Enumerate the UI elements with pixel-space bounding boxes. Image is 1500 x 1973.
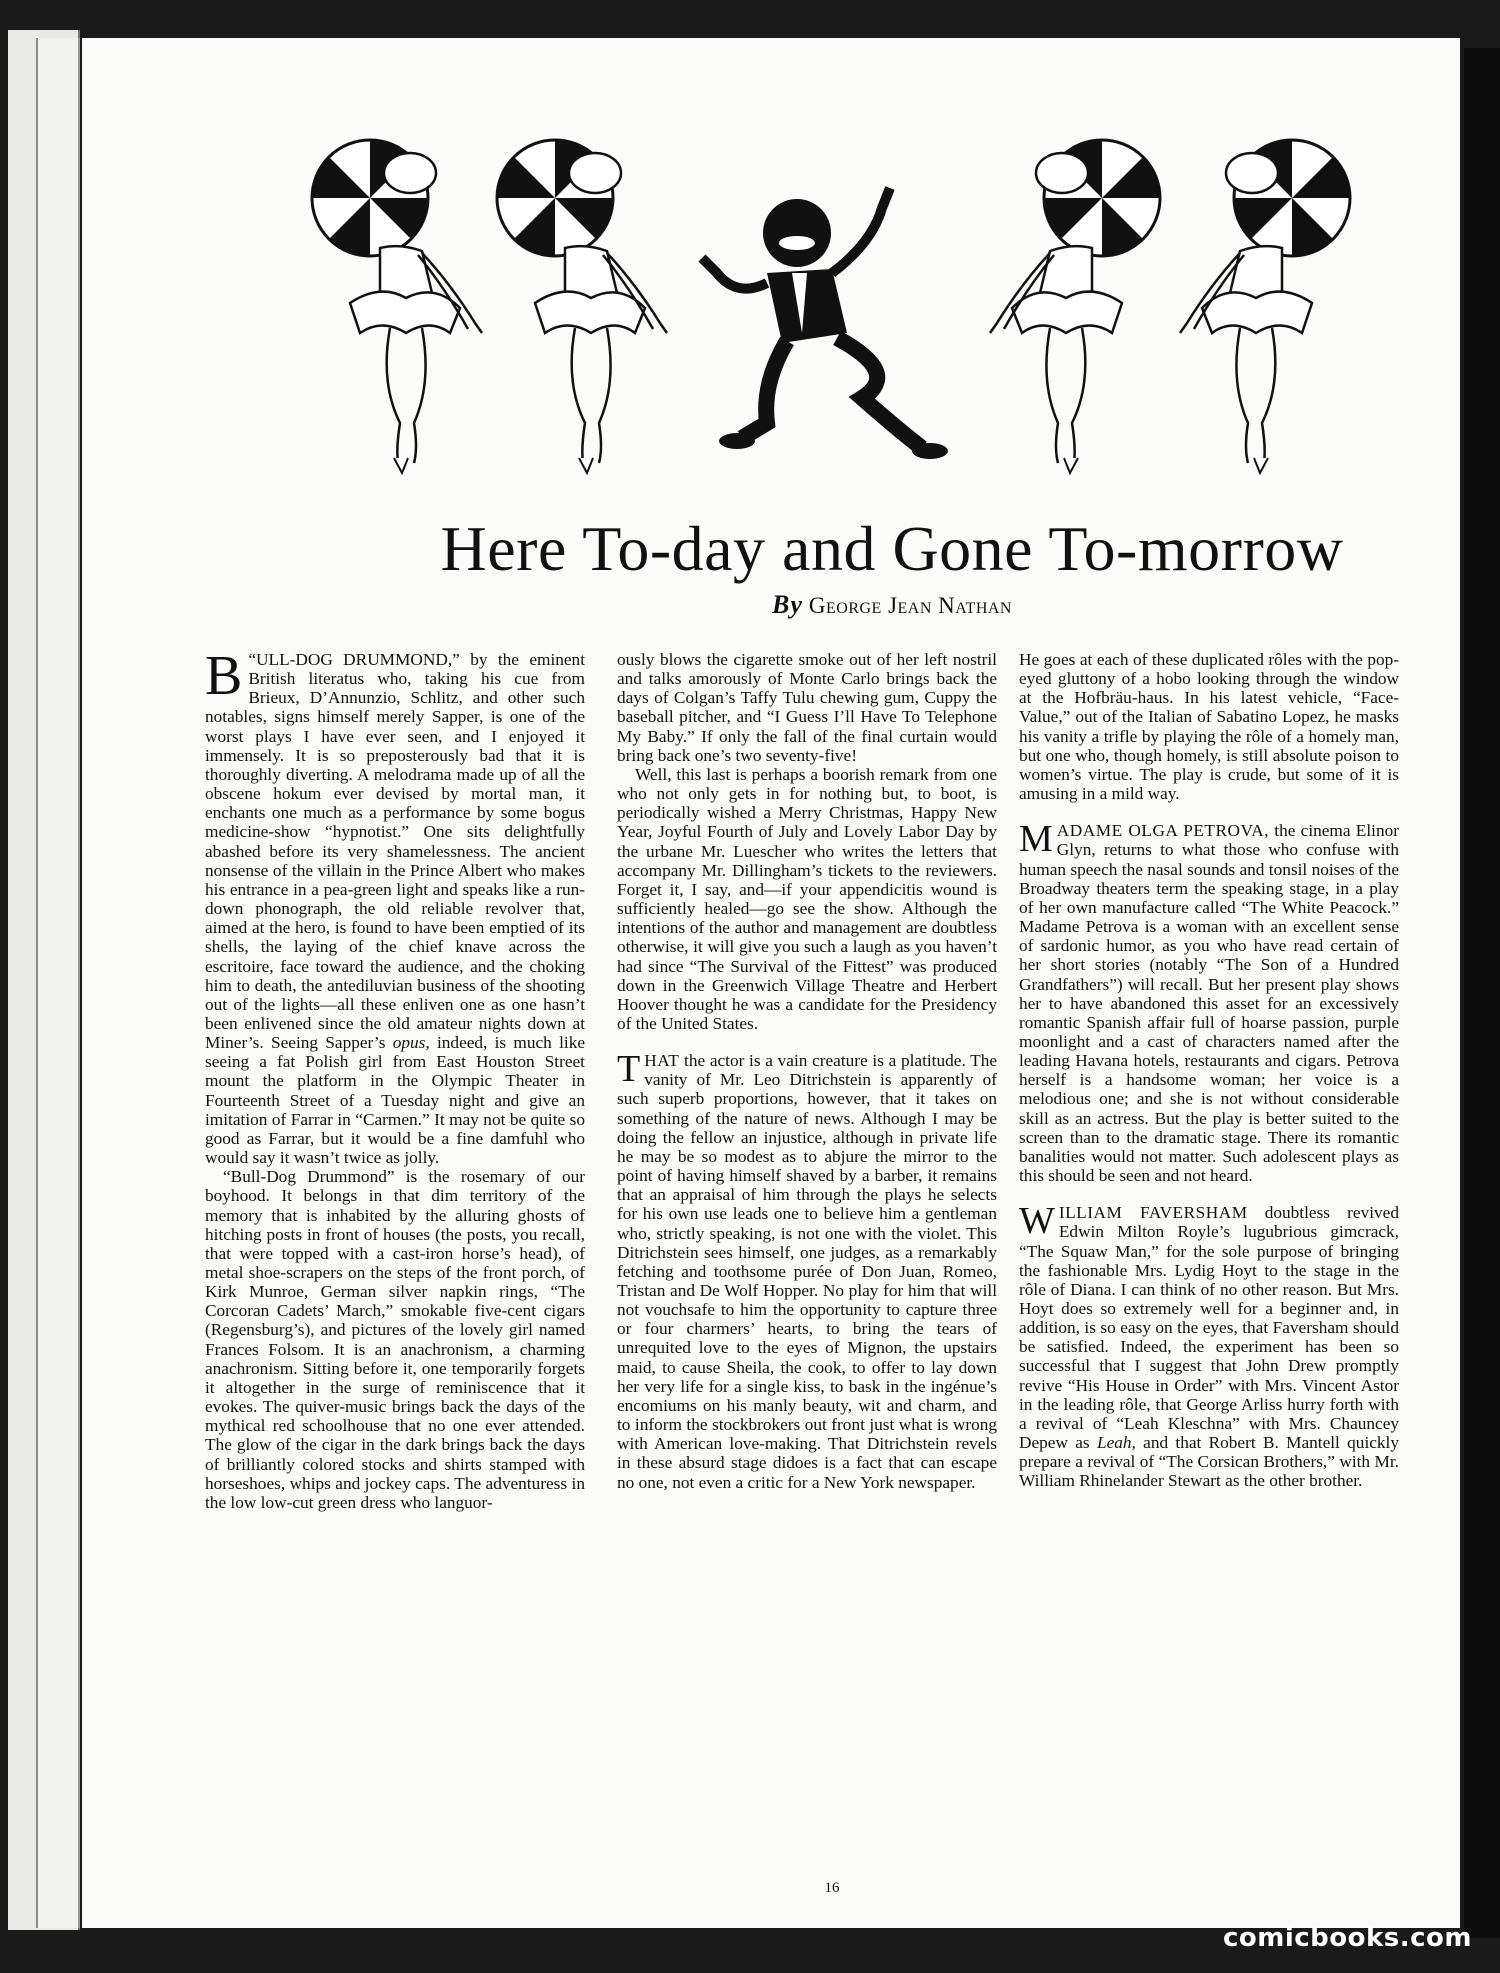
byline bbox=[82, 590, 1500, 620]
paragraph: He goes at each of these duplicated rôles with the pop-eyed gluttony of a hobo looking through the window at the Hofbräu-haus. In his latest vehicle, “Face-Value,” out of the Italian of Sabatino Lopez, he masks his vanity a trifle by playing the rôle of a homely man, but one who, though homely, is still absolute poison to women’s virtue. The play is crude, but some of it is amusing in a mild way. bbox=[1019, 650, 1399, 804]
column-1 bbox=[205, 645, 586, 1512]
author-name: George Jean Nathan bbox=[808, 593, 1012, 618]
lead-in-caps: ADAME OLGA PETROVA, bbox=[1056, 821, 1270, 841]
header-illustration bbox=[222, 133, 1362, 483]
paragraph: “Bull-Dog Drummond” is the rosemary of our boyhood. It belongs in that dim territory of the memory that is inhabited by the alluring ghosts of hitching posts in front of houses (the posts, you recall, that were topped with a cast-iron horse’s head), of metal shoe-scrapers on the steps of the front porch, of Kirk Munroe, German silver napkin rings, “The Corcoran Cadets’ March,” smokable five-cent cigars (Regensburg’s), and pictures of the lovely girl named Frances Folsom. It is an anachronism, a charming anachronism. Sitting before it, one temporarily forgets it altogether in the surge of reminiscence that it evokes. The quiver-music brings back the days of the mythical red schoolhouse that no one ever attended. The glow of the cigar in the dark brings back the days of brilliantly colored stocks and shirts stamped with horseshoes, whips and jockey caps. The adventuress in the low low-cut green dress who languor- bbox=[205, 1167, 585, 1512]
column-2 bbox=[617, 650, 997, 1492]
paragraph-text: ULL-DOG DRUMMOND,” by the eminent British literatus who, taking his cue from Brieux, D’Annunzio, Schlitz, and other such notables, signs himself merely Sapper, is one of the worst plays I have ever seen, and I enjoyed it immensely. It is so preposterously bad that it is thoroughly diverting. A melodrama made up of all the obscene hokum ever devised by mortal man, it enchants one much as a performance by some bogus medicine-show “hypnotist.” One sits delightfully abashed before its very shamelessness. The ancient nonsense of the villain in the Prince Albert who makes his entrance in a pea-green light and speaks like a run-down phonograph, the old reliable revolver that, aimed at the hero, is found to have been emptied of its shells, the laying of the chief knave across the escritoire, face toward the audience, and the choking him to death, the antediluvian business of the shooting out of the lights—all these enliven one as one hasn’t been enlivened since the old amateur nights down at Miner’s. Seeing Sapper’s bbox=[205, 650, 585, 1053]
italic-text: Leah, bbox=[1096, 1433, 1136, 1453]
paragraph: Well, this last is perhaps a boorish remark from one who not only gets in for nothing but, to boot, is periodically wished a Merry Christmas, Happy New Year, Joyful Fourth of July and Lovely Labor Day by the urbane Mr. Luescher who writes the letters that accompany Mr. Dillingham’s tickets to the reviewers. Forget it, I say, and—if your appendicitis wound is sufficiently healed—go see the show. Although the intentions of the author and management are doubtless otherwise, it will give you such a laugh as you haven’t had since “The Survival of the Fittest” was produced down in the Greenwich Village Theatre and Herbert Hoover thought he was a candidate for the Presidency of the United States. bbox=[617, 764, 997, 1033]
lead-in-caps: HAT bbox=[644, 1051, 680, 1071]
dancer-with-parasol-icon bbox=[497, 140, 667, 473]
paragraph bbox=[1019, 1200, 1399, 1491]
drop-cap: T bbox=[617, 1048, 641, 1091]
watermark: comicbooks.com bbox=[1222, 1923, 1472, 1953]
italic-text: opus, bbox=[392, 1033, 430, 1053]
page-number: 16 bbox=[824, 1880, 840, 1896]
minstrel-dancer-icon bbox=[702, 188, 948, 459]
paragraph-text: the actor is a vain creature is a platitude. The vanity of Mr. Leo Ditrichstein is apparently of such superb proportions, however, that it takes on something of the nature of news. Although I may be doing the fellow an injustice, although in private life he may be so modest as to abjure the mirror to the point of having himself shaved by a barber, it remains that an appraisal of him through the plays he selects for his own use leads one to believe him a gentleman who, strictly speaking, is not one with the violet. This Ditrichstein sees himself, one judges, as a remarkably fetching and toothsome purée of Don Juan, Romeo, Tristan and De Wolf Hopper. No play for him that will not vouchsafe to him the opportunity to capture three or four charmers’ hearts, to bring the tears of unrequited love to the eyes of Mignon, the upstairs maid, to cause Sheila, the cook, to offer to lay down her very life for a single kiss, to bask in the ingénue’s encomiums on his manly beauty, wit and charm, and to inform the stockbrokers out front just what is wrong with American love-making. That Ditrichstein revels in these absurd stage didoes is a fact that can escape no one, not even a critic for a New York newspaper. bbox=[617, 1051, 998, 1492]
dancer-with-parasol-icon bbox=[312, 140, 482, 473]
paragraph bbox=[617, 1048, 998, 1492]
paragraph-text: indeed, is much like seeing a fat Polish girl from East Houston Street mount the platform in the Olympic Theater in Fourteenth Street of a Tuesday night and give an imitation of Farrar in “Carmen.” It may not be quite so good as Farrar, but it would be a fine damfuhl who would say it wasn’t twice as jolly. bbox=[205, 1033, 586, 1168]
scan-page-edge-inner bbox=[36, 38, 80, 1928]
byline-prefix: By bbox=[772, 590, 803, 619]
article-title: Here To-day and Gone To-morrow bbox=[440, 513, 1344, 584]
lead-in-caps: ILLIAM FAVERSHAM bbox=[1058, 1203, 1248, 1223]
magazine-page bbox=[82, 38, 1460, 1928]
open-quote: “ bbox=[248, 650, 257, 669]
paragraph: ously blows the cigarette smoke out of her left nostril and talks amorously of Monte Carlo brings back the days of Colgan’s Taffy Tulu chewing gum, Cuppy the baseball pitcher, and “I Guess I’ll Have To Telephone My Baby.” If only the fall of the final curtain would bring back one’s two seventy-five! bbox=[617, 650, 997, 765]
paragraph-text: doubtless revived Edwin Milton Royle’s lugubrious gimcrack, “The Squaw Man,” for the sole purpose of bringing the fashionable Mrs. Lydig Hoyt to the stage in the rôle of Diana. I can think of no other reason. But Mrs. Hoyt does so extremely well for a beginner and, in addition, is so easy on the eyes, that Faversham should be satisfied. Indeed, the experiment has been so successful that I suggest that John Drew promptly revive “His House in Order” with Mrs. Vincent Astor in the leading rôle, that George Arliss hurry forth with a revival of “Leah Kleschna” with Mrs. Chauncey Depew as bbox=[1019, 1203, 1399, 1453]
dancer-with-parasol-icon bbox=[990, 140, 1160, 473]
dancer-with-parasol-icon bbox=[1180, 140, 1350, 473]
paragraph-text: and that Robert B. Mantell quickly prepare a revival of “The Corsican Brothers,” with Mr. William Rhinelander Stewart as the other brother. bbox=[1019, 1433, 1399, 1491]
drop-cap: M bbox=[1019, 818, 1053, 861]
scan-right-border bbox=[1464, 48, 1500, 1938]
paragraph-text: the cinema Elinor Glyn, returns to what those who confuse with human speech the nasal sounds and tonsil noises of the Broadway theaters term the speaking stage, in a play of her own manufacture called “The White Peacock.” Madame Petrova is a woman with an excellent sense of sardonic humor, as you who have read certain of her short stories (notably “The Son of a Hundred Grandfathers”) will recall. But her present play shows her to have abandoned this asset for an excessively romantic Spanish affair full of hoarse passion, purple moonlight and a cast of characters named after the leading Havana hotels, restaurants and cigars. Petrova herself is a handsome woman; her voice is a melodious one; and she is not without considerable skill as an actress. But the play is better suited to the screen than to the dramatic stage. There its romantic banalities would not matter. Such adolescent plays as this should be seen and not heard. bbox=[1019, 821, 1400, 1186]
drop-cap: B bbox=[205, 645, 243, 707]
drop-cap: W bbox=[1019, 1200, 1055, 1243]
column-3 bbox=[1019, 650, 1399, 1491]
paragraph bbox=[205, 645, 586, 1168]
paragraph bbox=[1019, 818, 1400, 1186]
